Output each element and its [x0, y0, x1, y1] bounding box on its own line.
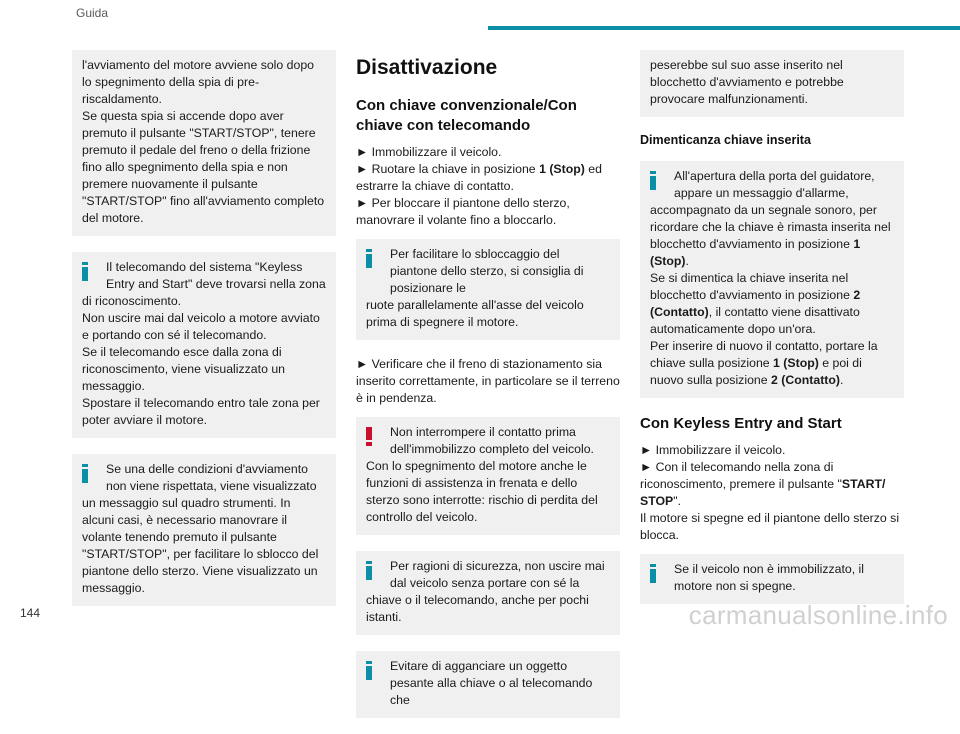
info-body: un messaggio sul quadro strumenti. In alcuni casi, è necessario manovrare il volante tenendo premuto il pulsante "START/STOP", per facilitare lo sblocco del piantone dello sterzo. Viene visualizzato un messaggio.	[82, 496, 319, 595]
box-text: peserebbe sul suo asse inserito nel blocchetto d'avviamento e potrebbe provocare malfunzionamenti.	[650, 58, 844, 106]
column-left	[72, 50, 336, 622]
info-box-not-immobilized	[640, 554, 904, 604]
info-icon	[650, 564, 656, 583]
column-middle	[356, 50, 620, 734]
step-press-start-stop: ► Con il telecomando nella zona di riconoscimento, premere il pulsante "START/ STOP".	[640, 460, 886, 508]
info-body: di riconoscimento. Non uscire mai dal veicolo a motore avviato e portando con sé il telecomando. Se il telecomando esce dalla zona di riconoscimento, viene visualizzato un messaggio. Spostare il telecomando entro tale zona per poter avviare il motore.	[82, 294, 320, 427]
header-accent-bar	[488, 26, 960, 30]
info-first-line: Se il veicolo non è immobilizzato, il motore non si spegne.	[674, 562, 865, 593]
info-icon	[366, 249, 372, 268]
info-first-line: Evitare di agganciare un oggetto pesante alla chiave o al telecomando che	[390, 659, 593, 707]
page-number: 144	[20, 606, 41, 620]
info-first-line: All'apertura della porta del guidatore, appare un messaggio d'allarme,	[674, 169, 875, 200]
continuation-box	[72, 50, 336, 236]
info-icon	[366, 661, 372, 680]
info-box-heavy-object	[356, 651, 620, 718]
continuation-box	[640, 50, 904, 117]
info-icon	[650, 171, 656, 190]
info-first-line: Se una delle condizioni d'avviamento non viene rispettata, viene visualizzato	[106, 462, 317, 493]
section-heading: Disattivazione	[356, 56, 498, 79]
column-right	[640, 50, 904, 620]
heading-keyless: Con Keyless Entry and Start	[640, 415, 842, 432]
step-engine-off: Il motore si spegne ed il piantone dello sterzo si blocca.	[640, 511, 900, 542]
info-box-forgotten-key	[640, 161, 904, 398]
info-box-safety	[356, 551, 620, 635]
heading-forgotten-key: Dimenticanza chiave inserita	[640, 133, 811, 147]
steps-text	[356, 144, 620, 229]
info-icon	[366, 561, 372, 580]
info-icon	[82, 262, 88, 281]
watermark: carmanualsonline.info	[688, 600, 948, 630]
info-body: ruote parallelamente all'asse del veicolo prima di spegnere il motore.	[366, 298, 584, 329]
section-title: Guida	[76, 6, 109, 20]
info-first-line: Per facilitare lo sbloccaggio del piantone dello sterzo, si consiglia di posizionare le	[390, 247, 584, 295]
info-first-line: Il telecomando del sistema "Keyless Entry and Start" deve trovarsi nella zona	[106, 260, 326, 291]
step-immobilize: ► Immobilizzare il veicolo.	[356, 145, 502, 159]
info-box-conditions	[72, 454, 336, 606]
info-box-keyless	[72, 252, 336, 438]
subsection-heading: Con chiave convenzionale/Con chiave con telecomando	[356, 97, 577, 134]
warning-body: Con lo spegnimento del motore anche le funzioni di assistenza in frenata e dello sterzo sono interrotte: rischio di perdita del controllo del veicolo.	[366, 459, 598, 524]
info-icon	[82, 464, 88, 483]
info-body: accompagnato da un segnale sonoro, per ricordare che la chiave è rimasta inserita nel blocchetto d'avviamento in posizione 1 (Stop). Se si dimentica la chiave inserita nel blocchetto d'avviamento in posizione 2 (Contatto), il contatto viene disattivato automaticamente dopo un'ora. Per inserire di nuovo il contatto, portare la chiave sulla posizione 1 (Stop) e poi di nuovo sulla posizione 2 (Contatto).	[650, 203, 891, 387]
warning-icon	[366, 427, 372, 446]
step-lock-steering: ► Per bloccare il piantone dello sterzo, manovrare il volante fino a bloccarlo.	[356, 196, 570, 227]
step-rotate-key: ► Ruotare la chiave in posizione 1 (Stop) ed estrarre la chiave di contatto.	[356, 162, 602, 193]
info-first-line: Per ragioni di sicurezza, non uscire mai dal veicolo senza portare con sé la	[390, 559, 605, 590]
info-box-steering	[356, 239, 620, 340]
step-parking-brake: ► Verificare che il freno di stazionamento sia inserito correttamente, in particolare se il terreno è in pendenza.	[356, 357, 620, 405]
info-body: chiave o il telecomando, anche per pochi istanti.	[366, 593, 589, 624]
keyless-steps	[640, 442, 904, 544]
step-immobilize: ► Immobilizzare il veicolo.	[640, 443, 786, 457]
warning-box	[356, 417, 620, 535]
warning-first-line: Non interrompere il contatto prima dell'immobilizzo completo del veicolo.	[390, 425, 594, 456]
box-text: l'avviamento del motore avviene solo dopo lo spegnimento della spia di pre-riscaldamento. Se questa spia si accende dopo aver premuto il pulsante "START/STOP", tenere premuto il pedale del freno o della frizione fino allo spegnimento della spia e non premere nuovamente il pulsante "START/STOP" fino all'avviamento completo del motore.	[82, 58, 325, 225]
